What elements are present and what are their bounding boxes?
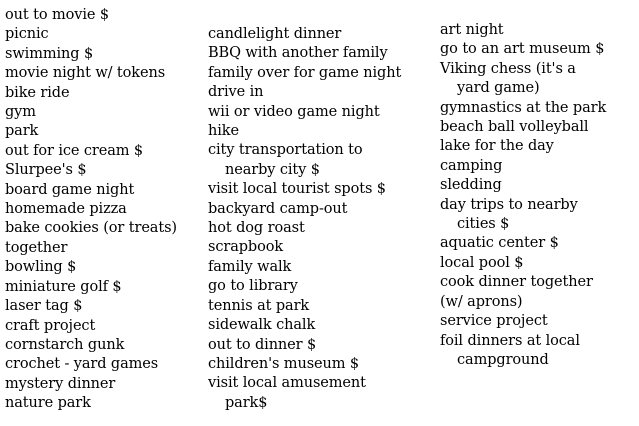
activity-text: cornstarch gunk [5,336,125,353]
activity-text: nature park [5,395,91,412]
activity-item [440,332,639,371]
activity-text: out to movie $ [5,7,109,23]
activity-column-2 [208,25,433,413]
activity-text: beach ball volleyball [440,119,589,136]
activity-item [208,25,433,44]
activity-text: BBQ with another family [208,45,388,62]
activity-item [5,219,205,238]
activity-text: laser tag $ [5,298,83,315]
activity-item [208,277,433,296]
activity-text: lake for the day [440,138,554,155]
activity-item [440,176,639,195]
activity-item [440,21,639,40]
activity-item [5,45,205,64]
activity-text: swimming $ [5,45,94,62]
activity-item [208,200,433,219]
activity-item [5,84,205,103]
activity-text: foil dinners at local [440,332,580,349]
activity-item [208,355,433,374]
activity-item [208,297,433,316]
activity-text: city transportation to [208,142,363,159]
activity-text: family walk [208,258,292,275]
activity-text: service project [440,313,548,330]
activity-text: Viking chess (it's a [440,60,576,77]
activity-item [440,137,639,156]
activity-item [208,316,433,335]
activity-text: out for ice cream $ [5,142,144,159]
activity-item [440,40,639,59]
activity-text: gym [5,104,36,121]
activity-text: bake cookies (or treats) [5,220,177,237]
activity-text: sledding [440,177,502,194]
activity-text: local pool $ [440,254,524,271]
activity-item [440,99,639,118]
activity-item [5,122,205,141]
activity-item [5,317,205,336]
activity-text: visit local amusement [208,375,366,392]
activity-item [440,118,639,137]
activity-text: park [5,123,39,140]
activity-item [208,83,433,102]
activity-text: candlelight dinner [208,26,342,42]
activity-text: wii or video game night [208,103,380,120]
activity-text: board game night [5,181,135,198]
activity-text: art night [440,22,504,38]
activity-text: visit local tourist spots $ [208,181,386,198]
activity-text: picnic [5,26,49,43]
activity-text: movie night w/ tokens [5,65,166,82]
activity-item [208,103,433,122]
activity-item [208,219,433,238]
activity-item [5,142,205,161]
activity-item [208,141,433,180]
activity-item [208,180,433,199]
activity-text: miniature golf $ [5,278,122,295]
activity-text: crochet - yard games [5,356,159,373]
activity-text: children's museum $ [208,355,360,372]
activity-item [440,196,639,235]
activity-item [5,103,205,122]
activity-text: aquatic center $ [440,235,559,252]
activity-text-continued: yard game) [457,80,540,97]
activity-item [440,60,639,99]
activity-text: bike ride [5,84,70,101]
activity-item [5,297,205,316]
activity-text: tennis at park [208,297,310,314]
activity-text: family over for game night [208,64,402,81]
activity-item [208,122,433,141]
activity-column-3 [440,21,639,370]
activity-column-1 [5,6,205,414]
activity-item [5,394,205,413]
activity-text-continued: campground [457,351,549,368]
activity-text: scrapbook [208,239,284,256]
activity-item [208,238,433,257]
activity-text-continued: cities $ [457,216,510,233]
activity-text: backyard camp-out [208,200,348,217]
activity-item [208,64,433,83]
activity-item [5,239,205,258]
activity-item [208,44,433,63]
activity-text: go to library [208,278,298,295]
activity-item [440,234,639,253]
activity-item [440,157,639,176]
activity-text: camping [440,157,503,174]
activity-item [208,258,433,277]
activity-item [440,254,639,273]
activity-item [5,161,205,180]
activity-text: cook dinner together [440,274,593,291]
activity-item [5,355,205,374]
activity-item [208,336,433,355]
activity-item [5,25,205,44]
activity-text: hot dog roast [208,220,305,237]
activity-item [5,375,205,394]
activity-item [440,273,639,292]
activity-item [440,293,639,312]
activity-text-continued: park$ [225,394,268,411]
activity-item [440,312,639,331]
activity-item [5,6,205,25]
activity-text: drive in [208,84,264,101]
activity-item [5,64,205,83]
activity-text: craft project [5,317,96,334]
activity-item [5,181,205,200]
activity-item [208,374,433,413]
activity-text: day trips to nearby [440,196,578,213]
activity-text: gymnastics at the park [440,99,607,116]
activity-text: hike [208,123,239,140]
activity-text: (w/ aprons) [440,293,523,310]
activity-text: bowling $ [5,259,77,276]
activity-text: mystery dinner [5,375,116,392]
activity-text: go to an art museum $ [440,41,605,58]
activity-text: homemade pizza [5,201,127,218]
activity-text: Slurpee's $ [5,162,87,179]
activity-text-continued: nearby city $ [225,161,320,178]
activity-text: together [5,239,68,256]
activity-text: out to dinner $ [208,336,317,353]
activity-text: sidewalk chalk [208,317,316,334]
activity-item [5,278,205,297]
activity-item [5,200,205,219]
activity-item [5,258,205,277]
activity-item [5,336,205,355]
